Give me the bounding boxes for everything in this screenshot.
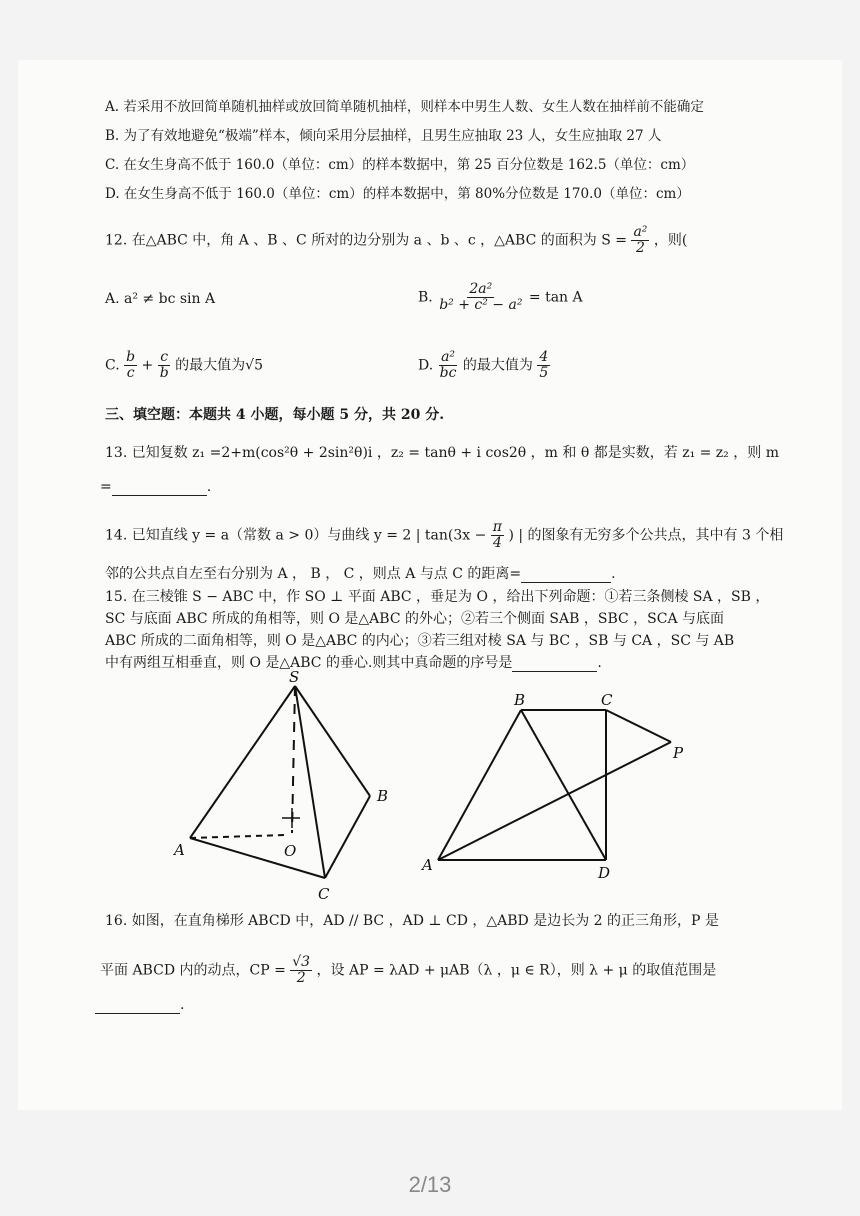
section-3-heading: 三、填空题：本题共 4 小题，每小题 5 分，共 20 分. bbox=[105, 407, 445, 423]
q14-answer-blank bbox=[521, 568, 611, 583]
diagonal-bd bbox=[521, 710, 606, 860]
label-b: B bbox=[514, 691, 526, 709]
label-d: D bbox=[598, 864, 611, 882]
edge-bc bbox=[325, 796, 370, 878]
q11-option-b: B. 为了有效地避免“极端”样本，倾向采用分层抽样，且男生应抽取 23 人，女生应抽取 27 人 bbox=[105, 128, 662, 144]
q15-answer-blank bbox=[512, 657, 597, 672]
edge-ab-hidden bbox=[190, 835, 285, 838]
q16-line2: 平面 ABCD 内的动点，CP = $\frac{√3}{2}$ ，设 AP = λAD + μAB（λ ，μ ∈ R），则 λ + μ 的取值范围是 bbox=[100, 954, 717, 986]
q15-line2: SC 与底面 ABC 所成的角相等，则 O 是△ABC 的外心；②若三个侧面 SAB ，SBC ，SCA 与底面 bbox=[105, 611, 725, 627]
q16-line1: 16. 如图，在直角梯形 ABCD 中，AD // BC ，AD ⊥ CD ，△ABD 是边长为 2 的正三角形，P 是 bbox=[105, 913, 719, 929]
label-s: S bbox=[289, 668, 300, 686]
edge-ac bbox=[190, 838, 325, 878]
q12-option-a: A. a² ≠ bc sin A bbox=[105, 291, 216, 307]
edge-ab bbox=[438, 710, 521, 860]
q13-line1: 13. 已知复数 z₁ =2+m(cos²θ + 2sin²θ)i ，z₂ = tanθ + i cos2θ ，m 和 θ 都是实数，若 z₁ = z₂ ，则 m bbox=[105, 445, 779, 461]
q12-option-c: C. $\frac{b}{c}$ + $\frac{c}{b}$ 的最大值为√5 bbox=[105, 349, 263, 381]
edge-sa bbox=[190, 686, 295, 838]
q11-option-a: A. 若采用不放回简单随机抽样或放回简单随机抽样，则样本中男生人数、女生人数在抽样前不能确定 bbox=[105, 99, 704, 115]
q12-option-b: B. $\frac{\text{2a²}}{\text{b² + c² − a²}}$ = tan A bbox=[418, 281, 583, 313]
label-a: A bbox=[422, 856, 433, 874]
q11-option-c: C. 在女生身高不低于 160.0（单位：cm）的样本数据中，第 25 百分位数是 162.5（单位：cm） bbox=[105, 157, 695, 173]
label-c: C bbox=[601, 691, 613, 709]
edge-sb bbox=[295, 686, 370, 796]
q16-line3: . bbox=[95, 996, 184, 1014]
label-a: A bbox=[174, 841, 185, 859]
q11-option-d: D. 在女生身高不低于 160.0（单位：cm）的样本数据中，第 80%分位数是 170.0（单位：cm） bbox=[105, 186, 690, 202]
trapezoid-figure bbox=[418, 688, 698, 883]
q15-line3: ABC 所成的二面角相等，则 O 是△ABC 的内心；③若三组对棱 SA 与 BC ，SB 与 CA ，SC 与 AB bbox=[105, 633, 735, 649]
segment-ap bbox=[438, 742, 671, 860]
document-page bbox=[18, 60, 842, 1110]
label-o: O bbox=[284, 842, 297, 860]
q14-line2: 邻的公共点自左至右分别为 A ， B ， C ，则点 A 与点 C 的距离= . bbox=[105, 566, 616, 582]
q14-line1: 14. 已知直线 y = a（常数 a > 0）与曲线 y = 2 | tan(3x − $\frac{\pi}{4}$ ) | 的图象有无穷多个公共点，其中有 3 个相 bbox=[105, 519, 784, 551]
q13-line2: = . bbox=[100, 479, 212, 495]
page-indicator: 2/13 bbox=[408, 1172, 452, 1197]
label-p: P bbox=[673, 744, 684, 762]
tetrahedron-figure bbox=[170, 668, 410, 903]
label-b: B bbox=[377, 787, 389, 805]
q15-line4: 中有两组互相垂直，则 O 是△ABC 的垂心.则其中真命题的序号是 . bbox=[105, 655, 602, 671]
q16-answer-blank bbox=[95, 999, 180, 1014]
segment-cp bbox=[606, 710, 671, 742]
q12-option-d: D. $\frac{\text{a²}}{bc}$ 的最大值为 $\frac{4}{5}$ bbox=[418, 349, 549, 381]
label-c: C bbox=[318, 885, 330, 903]
q15-line1: 15. 在三棱锥 S − ABC 中，作 SO ⊥ 平面 ABC ，垂足为 O ，给出下列命题：①若三条侧棱 SA ，SB ， bbox=[105, 589, 770, 605]
q12-stem: 12. 在△ABC 中，角 A 、B 、C 所对的边分别为 a 、b 、c ，△ABC 的面积为 S = $\frac{\text{a²}}{2}$ ，则( bbox=[105, 224, 688, 256]
q12-area-fraction: $\frac{\text{a²}}{2}$ bbox=[633, 224, 648, 256]
q13-answer-blank bbox=[112, 481, 207, 496]
edge-sc bbox=[295, 686, 325, 878]
